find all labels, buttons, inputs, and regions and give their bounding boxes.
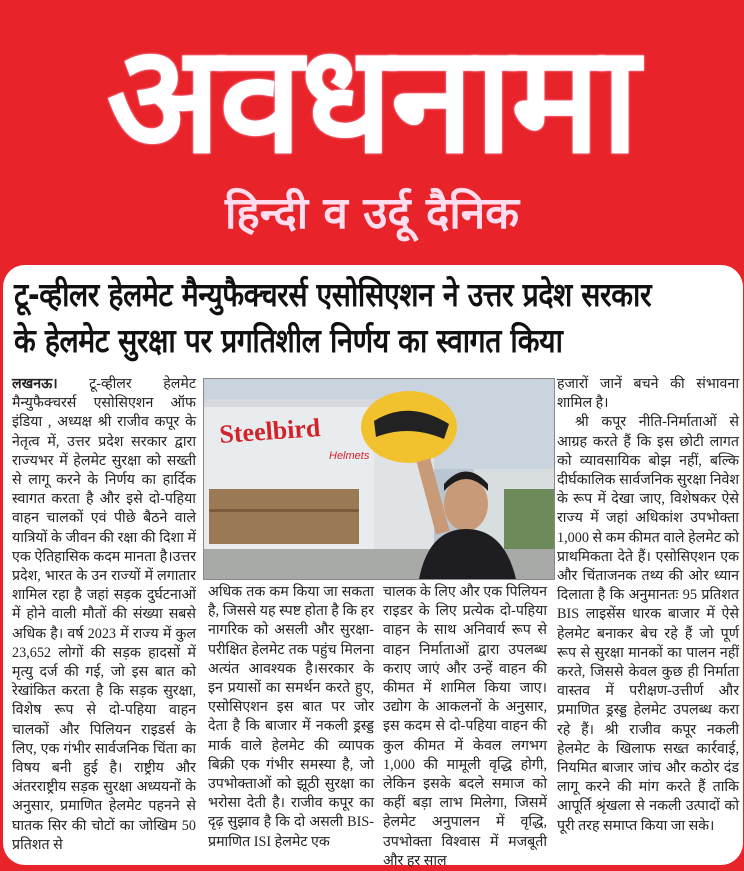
column-4-paragraph-2: श्री कपूर नीति-निर्माताओं से आग्रह करते हैं कि इस छोटी लागत को व्यावसायिक बोझ नहीं, बल्कि दीर्घकालिक सार्वजनिक सुरक्षा निवेश के रूप में देखा जाए, विशेषकर ऐसे राज्य में जहां अधिकांश उपभोक्ता 1,000 से कम कीमत वाले हेलमेट को प्राथमिकता देते हैं। एसोसिएशन एक और चिंताजनक तथ्य की ओर ध्यान दिलाता है कि अनुमानतः 95 प्रतिशत BIS लाइसेंस धारक बाजार में ऐसे हेलमेट बनाकर बेच रहे हैं जो पूर्ण रूप से सुरक्षा मानकों का पालन नहीं करते, जिससे केवल कुछ ही निर्माता वास्तव में परीक्षण-उत्तीर्ण और प्रमाणित ड्रस्ड्ड हेलमेट उपलब्ध करा रहे हैं। श्री राजीव कपूर नकली हेलमेट के खिलाफ सख्त कार्रवाई, नियमित बाजार जांच और कठोर दंड लागू करने की मांग करते हैं ताकि आपूर्ति श्रृंखला से नकली उत्पादों को पूरी तरह समाप्त किया जा सके। — [557, 414, 739, 834]
article-column-2 — [208, 583, 374, 852]
article-column-3 — [383, 583, 547, 871]
headline-line-2: के हेलमेट सुरक्षा पर प्रगतिशील निर्णय का स्वागत किया — [14, 321, 563, 360]
man-face — [444, 477, 488, 531]
column-4-paragraph-1: हजारों जानें बचने की संभावना शामिल है। — [557, 376, 739, 412]
newspaper-tagline: हिन्दी व उर्दू दैनिक — [225, 188, 519, 239]
column-3-text: चालक के लिए और एक पिलियन राइडर के लिए प्रत्येक दो-पहिया वाहन के साथ अनिवार्य रूप से वाहन निर्माताओं द्वारा उपलब्ध कराए जाएं और उन्हें वाहन की कीमत में शामिल किया जाए।उद्योग के आकलनों के अनुसार, इस कदम से दो-पहिया वाहन की कुल कीमत में केवल लगभग 1,000 की मामूली वृद्धि होगी, लेकिन इसके बदले समाज को कहीं बड़ा लाभ मिलेगा, जिसमें हेलमेट अनुपालन में वृद्धि, उपभोक्ता विश्वास में मजबूती और हर साल — [383, 584, 547, 869]
column-2-text: अधिक तक कम किया जा सकता है, जिससे यह स्पष्ट होता है कि हर नागरिक को असली और सुरक्षा-परीक्षित हेलमेट तक पहुंच मिलना अत्यंत आवश्यक है।सरकार के इन प्रयासों का समर्थन करते हुए, एसोसिएशन इस बात पर जोर देता है कि बाजार में नकली ड्रस्ड्ड मार्क वाले हेलमेट की व्यापक बिक्री एक गंभीर समस्या है, जो उपभोक्ताओं को झूठी सुरक्षा का भरोसा देती है। राजीव कपूर का दृढ़ सुझाव है कि दो असली BIS-प्रमाणित ISI हेलमेट एक — [208, 584, 374, 850]
masthead — [0, 0, 744, 265]
photo-illustration — [204, 379, 554, 579]
article-headline — [14, 272, 652, 364]
helmets-sign: Helmets — [329, 450, 370, 462]
steelbird-sign: Steelbird — [218, 413, 322, 449]
article-column-4 — [557, 375, 739, 836]
article-photo — [203, 378, 555, 580]
headline-line-1: टू-व्हीलर हेलमेट मैन्युफैक्चरर्स एसोसिएशन ने उत्तर प्रदेश सरकार — [14, 275, 652, 314]
dateline: लखनऊ। — [12, 376, 58, 392]
newspaper-logo: अवधनामा — [106, 13, 638, 187]
article-column-1 — [12, 375, 196, 855]
column-1-text: टू-व्हीलर हेलमेट मैन्युफैक्चरर्स एसोसिएशन ऑफ इंडिया , अध्यक्ष श्री राजीव कपूर के नेतृत्व में, उत्तर प्रदेश सरकार द्वारा राज्यभर में हेलमेट सुरक्षा को सख्ती से लागू करने के निर्णय का हार्दिक स्वागत करता है और इसे दो-पहिया वाहन चालकों एवं पीछे बैठने वाले यात्रियों के जीवन की रक्षा की दिशा में एक ऐतिहासिक कदम मानता है।उत्तर प्रदेश, भारत के उन राज्यों में लगातार शामिल रहा है जहां सड़क दुर्घटनाओं में होने वाली मौतों की संख्या सबसे अधिक है। वर्ष 2023 में राज्य में कुल 23,652 लोगों की सड़क हादसों में मृत्यु दर्ज की गई, जो इस बात को रेखांकित करता है कि सड़क सुरक्षा, विशेष रूप से दो-पहिया वाहन चालकों और पिलियन राइडर्स के लिए, एक गंभीर सार्वजनिक चिंता का विषय बनी हुई है। राष्ट्रीय और अंतरराष्ट्रीय सड़क सुरक्षा अध्ययनों के अनुसार, प्रमाणित हेलमेट पहनने से घातक सिर की चोटों का जोखिम 50 प्रतिशत से — [12, 376, 196, 853]
